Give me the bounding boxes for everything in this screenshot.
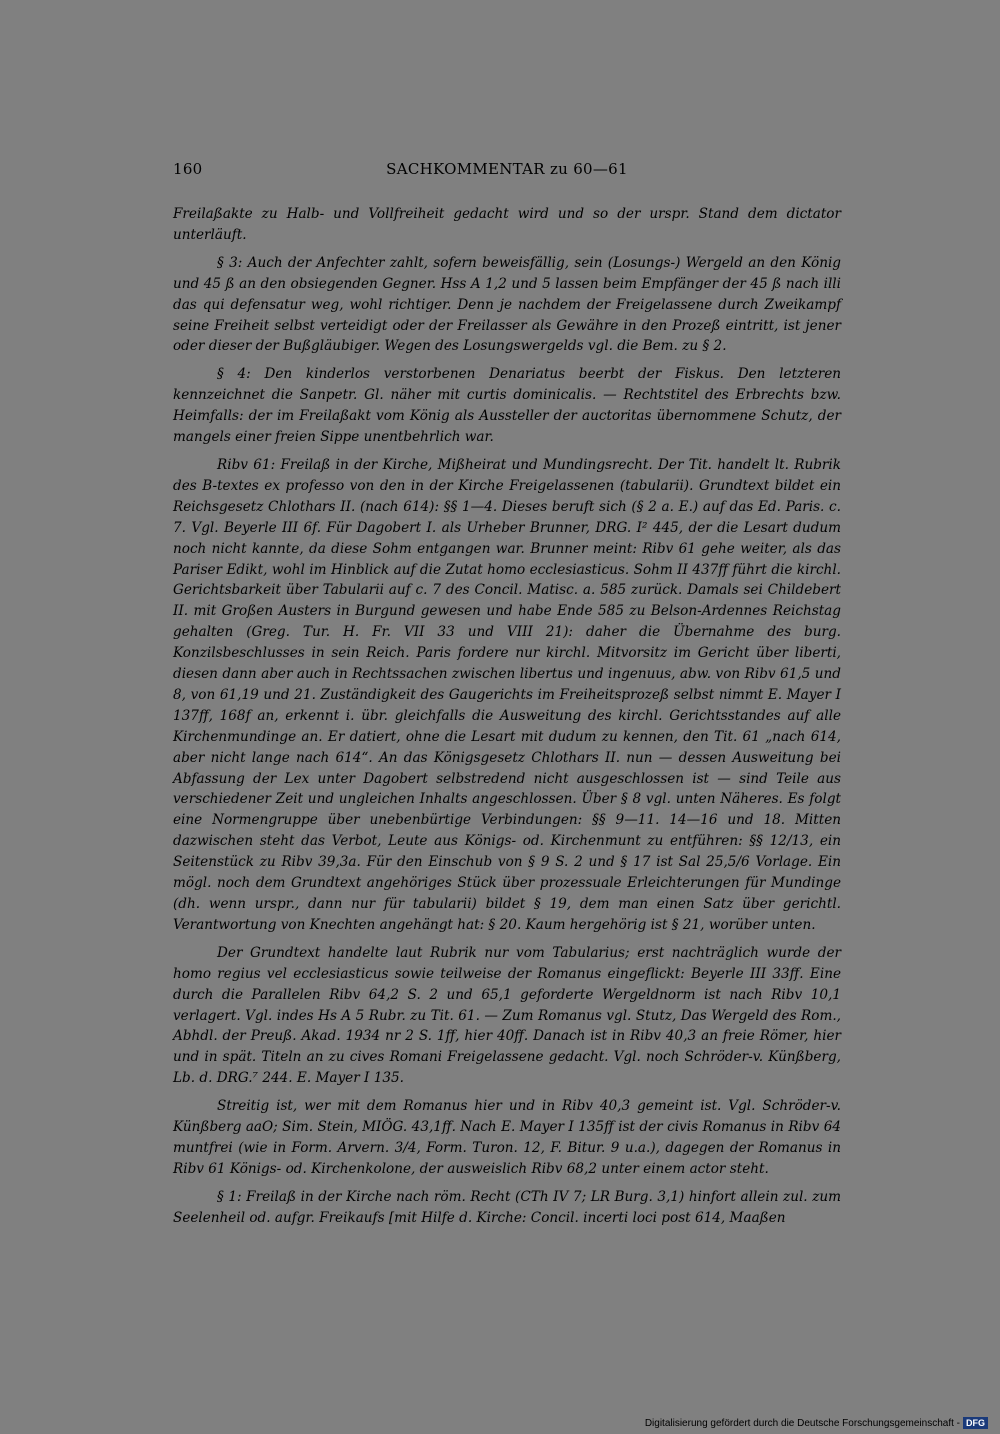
running-title: SACHKOMMENTAR zu 60—61 (386, 160, 628, 178)
footer-credit (645, 1417, 988, 1429)
paragraph: Streitig ist, wer mit dem Romanus hier und in Ribv 40,3 gemeint ist. Vgl. Schröder-v. Künßberg aaO; Sim. Stein, MIÖG. 43,1ff. Nach E. Mayer I 135ff ist der civis Romanus in Ribv 64 muntfrei (wie in Form. Arvern. 3/4, Form. Turon. 12, F. Bitur. 9 u.a.), dagegen der Romanus in Ribv 61 Königs- od. Kirchenkolone, der ausweislich Ribv 68,2 unter einem actor steht. (173, 1098, 841, 1177)
dfg-logo: DFG (963, 1417, 988, 1429)
paragraph: § 4: Den kinderlos verstorbenen Denariatus beerbt der Fiskus. Den letzteren kennzeichnet die Sanpetr. Gl. näher mit curtis dominicalis. — Rechtstitel des Erbrechts bzw. Heimfalls: der im Freilaßakt vom König als Aussteller der auctoritas übernommene Schutz, der mangels einer freien Sippe unentbehrlich war. (173, 366, 841, 446)
paragraph: Der Grundtext handelte laut Rubrik nur vom Tabularius; erst nachträglich wurde der homo regius vel ecclesiasticus sowie teilweise der Romanus eingeflickt: Beyerle III 33ff. Eine durch die Parallelen Ribv 64,2 S. 2 und 65,1 geforderte Wergeldnorm ist nach Ribv 10,1 verlagert. Vgl. indes Hs A 5 Rubr. zu Tit. 61. — Zum Romanus vgl. Stutz, Das Wergeld des Rom., Abhdl. der Preuß. Akad. 1934 nr 2 S. 1ff, hier 40ff. Danach ist in Ribv 40,3 an freie Römer, hier und in spät. Titeln an zu cives Romani Freigelassene gedacht. Vgl. noch Schröder-v. Künßberg, Lb. d. DRG.⁷ 244. E. Mayer I 135. (173, 944, 841, 1087)
paragraph: Ribv 61: Freilaß in der Kirche, Mißheirat und Mundingsrecht. Der Tit. handelt lt. Rubrik des B-textes ex professo von den in der Kirche Freigelassenen (tabularii). Grundtext bildet ein Reichsgesetz Chlothars II. (nach 614): §§ 1—4. Dieses beruft sich (§ 2 a. E.) auf das Ed. Paris. c. 7. Vgl. Beyerle III 6f. Für Dagobert I. als Urheber Brunner, DRG. I² 445, der die Lesart dudum noch nicht kannte, da diese Sohm entgangen war. Brunner meint: Ribv 61 gehe weiter, als das Pariser Edikt, wohl im Hinblick auf die Zutat homo ecclesiasticus. Sohm II 437ff führt die kirchl. Gerichtsbarkeit über Tabularii auf c. 7 des Concil. Matisc. a. 585 zurück. Damals sei Childebert II. mit Großen Austers in Burgund gewesen und habe Ende 585 zu Belson-Ardennes Reichstag gehalten (Greg. Tur. H. Fr. VII 33 und VIII 21): daher die Übernahme des burg. Konzilsbeschlusses in sein Reich. Paris fordere nur kirchl. Mitvorsitz im Gericht über liberti, diesen dann aber auch in Rechtssachen zwischen libertus und ingenuus, abw. von Ribv 61,5 und 8, von 61,19 und 21. Zuständigkeit des Gaugerichts im Freiheitsprozeß selbst nimmt E. Mayer I 137ff, 168f an, erkennt i. übr. gleichfalls die Ausweitung des kirchl. Gerichtsstandes auf alle Kirchenmundinge an. Er datiert, ohne die Lesart mit dudum zu kennen, den Tit. 61 „nach 614, aber nicht lange nach 614“. An das Königsgesetz Chlothars II. nun — dessen Ausweitung bei Abfassung der Lex unter Dagobert selbstredend nicht ausgeschlossen ist — sind Teile aus verschiedener Zeit und ungleichen Inhalts angeschlossen. Über § 8 vgl. unten Näheres. Es folgt eine Normengruppe über unebenbürtige Verbindungen: §§ 9—11. 14—16 und 18. Mitten dazwischen steht das Verbot, Leute aus Königs- od. Kirchenmunt zu entführen: §§ 12/13, ein Seitenstück zu Ribv 39,3a. Für den Einschub von § 9 S. 2 und § 17 ist Sal 25,5/6 Vorlage. Ein mögl. noch dem Grundtext angehöriges Stück über prozessuale Erleichterungen für Mundinge (dh. wenn urspr., dann nur für tabularii) bildet § 19, dem man einen Satz über gerichtl. Verantwortung von Knechten angehängt hat: § 20. Kaum hergehörig ist § 21, worüber unten. (173, 456, 841, 933)
paragraph: § 1: Freilaß in der Kirche nach röm. Recht (CTh IV 7; LR Burg. 3,1) hinfort allein zul. zum Seelenheil od. aufgr. Freikaufs [mit Hilfe d. Kirche: Concil. incerti loci post 614, Maaßen (173, 1188, 841, 1226)
footer-text: Digitalisierung gefördert durch die Deutsche Forschungsgemeinschaft - (644, 1417, 960, 1429)
paragraph: Freilaßakte zu Halb- und Vollfreiheit gedacht wird und so der urspr. Stand dem dictator unterläuft. (173, 206, 841, 243)
page-number: 160 (173, 160, 203, 178)
paragraph: § 3: Auch der Anfechter zahlt, sofern beweisfällig, sein (Losungs-) Wergeld an den König und 45 ß an den obsiegenden Gegner. Hss A 1,2 und 5 lassen beim Empfänger der 45 ß nach illi das qui defensatur weg, wohl richtiger. Denn je nachdem der Freigelassene durch Zweikampf seine Freiheit selbst verteidigt oder der Freilasser als Gewähre in den Prozeß eintritt, ist jener oder dieser der Bußgläubiger. Wegen des Losungswergelds vgl. die Bem. zu § 2. (173, 254, 841, 355)
body-text (173, 204, 841, 1229)
